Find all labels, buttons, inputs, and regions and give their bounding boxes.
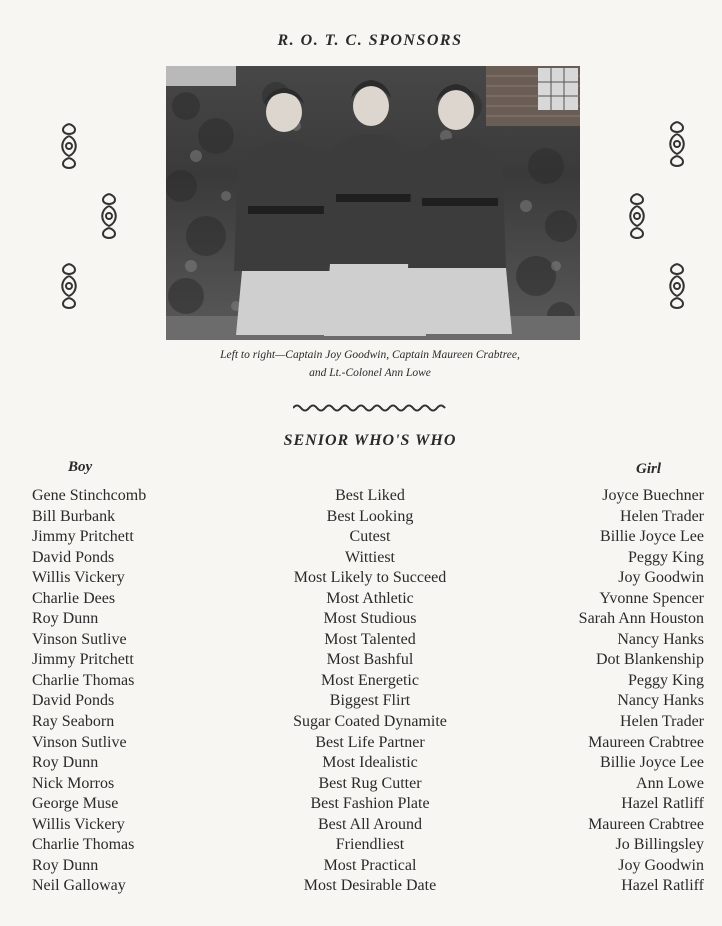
scroll-ornament-icon xyxy=(626,192,648,240)
girl-name: Peggy King xyxy=(628,548,704,566)
table-row xyxy=(0,650,722,671)
girl-name: Joy Goodwin xyxy=(618,856,704,874)
boy-name: Willis Vickery xyxy=(32,569,125,587)
category-label: Friendliest xyxy=(335,836,405,854)
table-row xyxy=(0,733,722,754)
table-row xyxy=(0,630,722,651)
girl-name: Hazel Ratliff xyxy=(621,877,704,895)
table-row xyxy=(0,876,722,897)
girl-name: Joyce Buechner xyxy=(602,487,704,504)
table-row xyxy=(0,774,722,795)
caption-line-2: and Lt.-Colonel Ann Lowe xyxy=(309,367,431,379)
boy-name: Ray Seaborn xyxy=(32,713,115,731)
girl-name: Hazel Ratliff xyxy=(621,795,704,813)
boy-name: Bill Burbank xyxy=(32,507,116,525)
caption-line-1: Left to right—Captain Joy Goodwin, Captain Maureen Crabtree, xyxy=(220,349,520,361)
table-row xyxy=(0,671,722,692)
girl-name: Nancy Hanks xyxy=(617,692,704,710)
table-row xyxy=(0,568,722,589)
boy-name: Charlie Thomas xyxy=(32,836,135,854)
category-label: Most Bashful xyxy=(326,651,414,669)
boy-name: Neil Galloway xyxy=(32,877,126,895)
category-label: Best All Around xyxy=(317,815,422,833)
category-label: Most Idealistic xyxy=(322,754,418,772)
boy-name: Roy Dunn xyxy=(32,610,99,628)
scroll-ornament-icon xyxy=(58,122,80,170)
boy-name: George Muse xyxy=(32,795,119,813)
boy-name: Nick Morros xyxy=(32,774,115,792)
boy-name: Willis Vickery xyxy=(32,815,125,833)
girl-name: Helen Trader xyxy=(620,713,704,731)
scroll-ornament-icon xyxy=(666,262,688,310)
boy-name: David Ponds xyxy=(32,548,115,566)
boy-name: Jimmy Pritchett xyxy=(32,528,134,546)
girl-name: Ann Lowe xyxy=(636,774,704,792)
table-row xyxy=(0,753,722,774)
category-label: Most Desirable Date xyxy=(303,877,437,895)
table-row xyxy=(0,691,722,712)
girl-name: Billie Joyce Lee xyxy=(600,754,704,772)
category-label: Most Athletic xyxy=(326,589,414,607)
girl-name: Sarah Ann Houston xyxy=(578,610,704,628)
category-label: Best Fashion Plate xyxy=(310,795,430,813)
girl-name: Jo Billingsley xyxy=(615,836,704,854)
photo-caption xyxy=(0,346,722,382)
girl-name: Dot Blankenship xyxy=(596,651,704,669)
scroll-ornament-icon xyxy=(666,120,688,168)
boy-name: Roy Dunn xyxy=(32,856,99,874)
boy-column-header: Boy xyxy=(68,459,93,475)
category-label: Best Liked xyxy=(335,487,405,504)
category-label: Most Likely to Succeed xyxy=(293,569,447,587)
girl-name: Maureen Crabtree xyxy=(588,733,704,751)
table-row xyxy=(0,486,722,507)
ornamental-divider xyxy=(293,403,448,413)
girl-name: Maureen Crabtree xyxy=(588,815,704,833)
boy-name: Vinson Sutlive xyxy=(32,733,127,751)
table-row xyxy=(0,527,722,548)
category-label: Most Energetic xyxy=(321,671,419,689)
boy-name: Roy Dunn xyxy=(32,754,99,772)
boy-name: Gene Stinchcomb xyxy=(32,487,147,504)
boy-name: David Ponds xyxy=(32,692,115,710)
girl-name: Helen Trader xyxy=(620,507,704,525)
category-label: Best Looking xyxy=(326,507,414,525)
girl-name: Yvonne Spencer xyxy=(599,589,704,607)
category-label: Wittiest xyxy=(344,548,395,566)
girl-name: Peggy King xyxy=(628,671,704,689)
girl-name: Nancy Hanks xyxy=(617,630,704,648)
boy-name: Jimmy Pritchett xyxy=(32,651,134,669)
category-label: Biggest Flirt xyxy=(329,692,411,710)
category-label: Best Rug Cutter xyxy=(318,774,422,792)
category-label: Most Talented xyxy=(324,630,416,648)
table-row xyxy=(0,835,722,856)
table-row xyxy=(0,507,722,528)
table-row xyxy=(0,609,722,630)
table-row xyxy=(0,794,722,815)
section-title: SENIOR WHO'S WHO xyxy=(283,432,457,449)
category-label: Cutest xyxy=(349,528,391,546)
whos-who-table xyxy=(0,486,722,897)
table-row xyxy=(0,548,722,569)
table-row xyxy=(0,815,722,836)
boy-name: Charlie Thomas xyxy=(32,671,135,689)
boy-name: Vinson Sutlive xyxy=(32,630,127,648)
sponsors-photo xyxy=(166,66,580,340)
table-row xyxy=(0,712,722,733)
scroll-ornament-icon xyxy=(58,262,80,310)
table-row xyxy=(0,856,722,877)
girl-column-header: Girl xyxy=(636,461,662,477)
table-row xyxy=(0,589,722,610)
boy-name: Charlie Dees xyxy=(32,589,116,607)
category-label: Most Studious xyxy=(323,610,417,628)
scroll-ornament-icon xyxy=(98,192,120,240)
category-label: Most Practical xyxy=(323,856,417,874)
category-label: Best Life Partner xyxy=(315,733,425,751)
girl-name: Joy Goodwin xyxy=(618,569,704,587)
page-heading: R. O. T. C. SPONSORS xyxy=(277,32,463,49)
girl-name: Billie Joyce Lee xyxy=(600,528,704,546)
category-label: Sugar Coated Dynamite xyxy=(293,713,447,731)
